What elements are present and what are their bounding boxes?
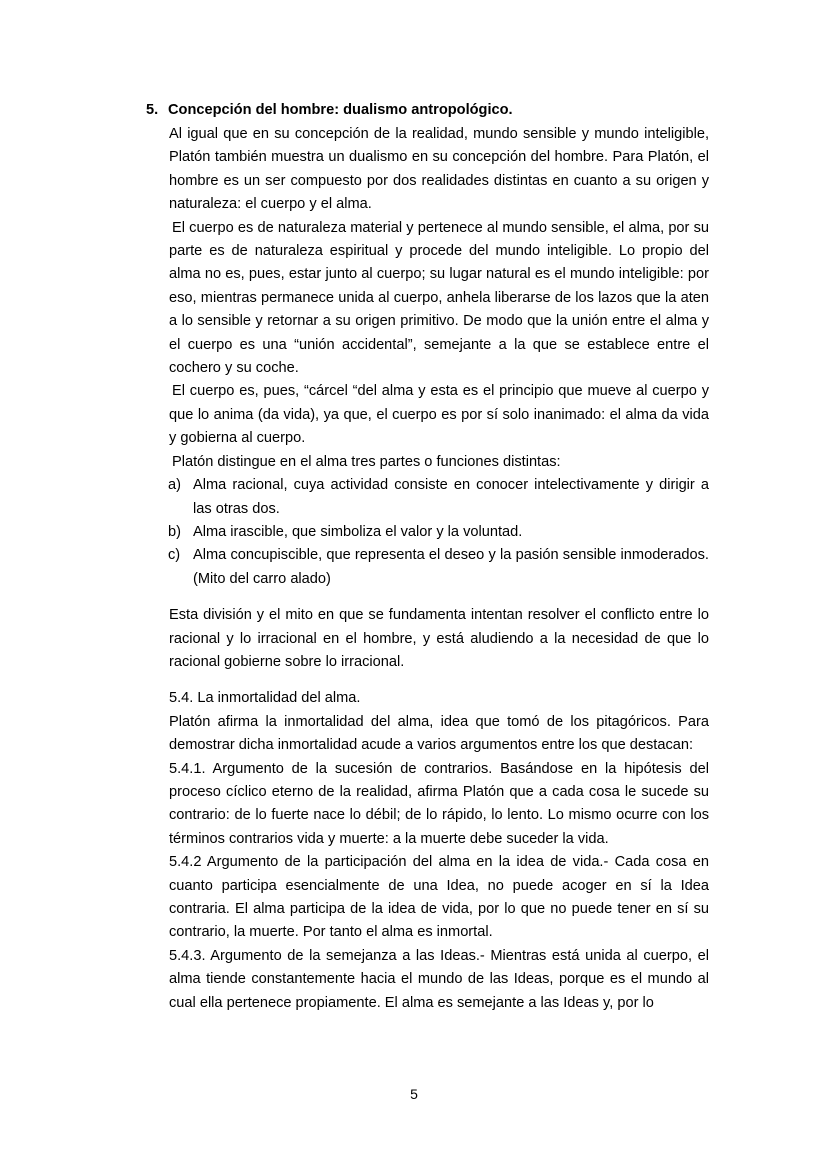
list-item-text: Alma irascible, que simboliza el valor y la voluntad. [193, 523, 523, 540]
paragraph-soul-parts-intro: Platón distingue en el alma tres partes o funciones distintas: [172, 453, 561, 470]
list-item-text: Alma racional, cuya actividad consiste en conocer intelectivamente y dirigir a las otras dos. [193, 477, 709, 517]
paragraph-argument-contraries: 5.4.1. Argumento de la sucesión de contrarios. Basándose en la hipótesis del proceso cíclico eterno de la realidad, afirma Platón que a cada cosa le sucede su contrario: de lo fuerte nace lo débil; de lo rápido, lo lento. Lo mismo ocurre con los términos contrarios vida y muerte: a la muerte debe suceder la vida. [169, 760, 709, 847]
document-body [169, 123, 709, 1015]
list-item-text: Alma concupiscible, que representa el deseo y la pasión sensible inmoderados. (Mito del carro alado) [193, 547, 709, 587]
list-marker: c) [168, 547, 181, 564]
paragraph-argument-similarity: 5.4.3. Argumento de la semejanza a las Ideas.- Mientras está unida al cuerpo, el alma tiende constantemente hacia el mundo de las Ideas, porque es el mundo al cual ella pertenece propiamente. El alma es semejante a las Ideas y, por lo [169, 947, 709, 1011]
paragraph-body-soul-nature: El cuerpo es de naturaleza material y pertenece al mundo sensible, el alma, por su parte es de naturaleza espiritual y procede del mundo inteligible. Lo propio del alma no es, pues, estar junto al cuerpo; su lugar natural es el mundo inteligible: por eso, mientras permanece unida al cuerpo, anhela liberarse de los lazos que la aten a lo sensible y retornar a su origen primitivo. De modo que la unión entre el alma y el cuerpo es una “unión accidental”, semejante a la que se establece entre el cochero y su coche. [169, 219, 709, 377]
section-heading [146, 99, 513, 122]
list-item [169, 474, 709, 521]
paragraph-conclusion: Esta división y el mito en que se fundamenta intentan resolver el conflicto entre lo racional y lo irracional en el hombre, y está aludiendo a la necesidad de que lo racional gobierne sobre lo irracional. [169, 607, 709, 670]
list-item [169, 544, 709, 591]
list-marker: a) [168, 477, 181, 494]
list-item [169, 521, 709, 544]
list-marker: b) [168, 523, 181, 540]
page-number: 5 [410, 1086, 418, 1102]
paragraph-body-prison: El cuerpo es, pues, “cárcel “del alma y esta es el principio que mueve al cuerpo y que lo anima (da vida), ya que, el cuerpo es por sí solo inanimado: el alma da vida y gobierna al cuerpo. [169, 383, 709, 447]
soul-parts-list [169, 474, 709, 591]
paragraph-argument-participation: 5.4.2 Argumento de la participación del alma en la idea de vida.- Cada cosa en cuanto participa esencialmente de una Idea, no puede acoger en sí la Idea contraria. El alma participa de la idea de vida, por lo que no puede tener en sí su contrario, la muerte. Por tanto el alma es inmortal. [169, 854, 709, 941]
subsection-title: 5.4. La inmortalidad del alma. [169, 690, 361, 707]
paragraph-dualism-intro: Al igual que en su concepción de la realidad, mundo sensible y mundo inteligible, Platón también muestra un dualismo en su concepción del hombre. Para Platón, el hombre es un ser compuesto por dos realidades distintas en cuanto a su origen y naturaleza: el cuerpo y el alma. [169, 126, 709, 213]
paragraph-immortality-intro: Platón afirma la inmortalidad del alma, idea que tomó de los pitagóricos. Para demostrar dicha inmortalidad acude a varios argumentos entre los que destacan: [169, 713, 709, 754]
section-number: 5. [146, 102, 159, 118]
section-title: Concepción del hombre: dualismo antropológico. [168, 102, 513, 118]
